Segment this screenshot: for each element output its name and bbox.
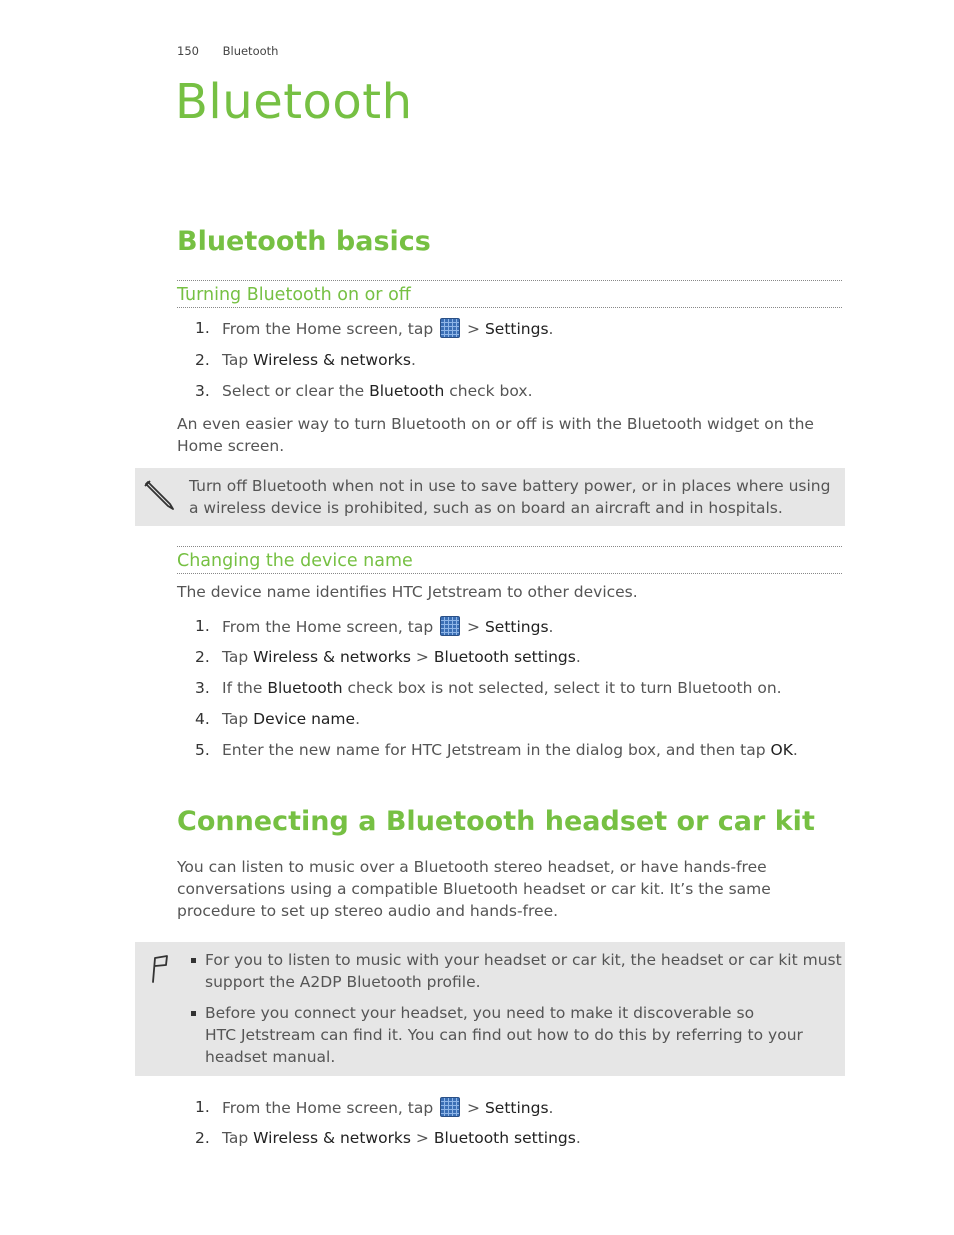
flag-icon <box>147 952 173 986</box>
tip-note: Turn off Bluetooth when not in use to save battery power, or in places where using a wireless device is prohibited, such as on board an aircraft and in hospitals. <box>135 468 845 526</box>
pencil-icon <box>141 477 177 513</box>
page-number: 150 <box>177 44 199 58</box>
subsection-changing-device-name <box>177 546 842 574</box>
subsection-heading: Changing the device name <box>177 551 413 571</box>
subsection-turning-on-off <box>177 280 842 308</box>
chapter-name: Bluetooth <box>222 44 279 58</box>
section-heading-bluetooth-basics: Bluetooth basics <box>177 226 431 257</box>
all-apps-icon <box>440 1097 460 1117</box>
subsection-heading: Turning Bluetooth on or off <box>177 285 411 305</box>
all-apps-icon <box>440 616 460 636</box>
paragraph: You can listen to music over a Bluetooth stereo headset, or have hands-free conversations using a compatible Bluetooth headset or car kit. It’s the same procedure to set up stereo audio and hands-free. <box>177 858 771 920</box>
paragraph: An even easier way to turn Bluetooth on or off is with the Bluetooth widget on the Home screen. <box>177 415 814 455</box>
paragraph: The device name identifies HTC Jetstream to other devices. <box>177 583 638 601</box>
important-note: For you to listen to music with your headset or car kit, the headset or car kit must support the A2DP Bluetooth profile. Before you connect your headset, you need to make it discoverable so HTC Jetstream can find it. You can find out how to do this by referring to your headset manual. <box>135 942 845 1076</box>
section-heading-connecting-headset: Connecting a Bluetooth headset or car kit <box>177 806 815 837</box>
all-apps-icon <box>440 318 460 338</box>
page-title: Bluetooth <box>175 74 413 130</box>
page-header <box>177 44 278 58</box>
